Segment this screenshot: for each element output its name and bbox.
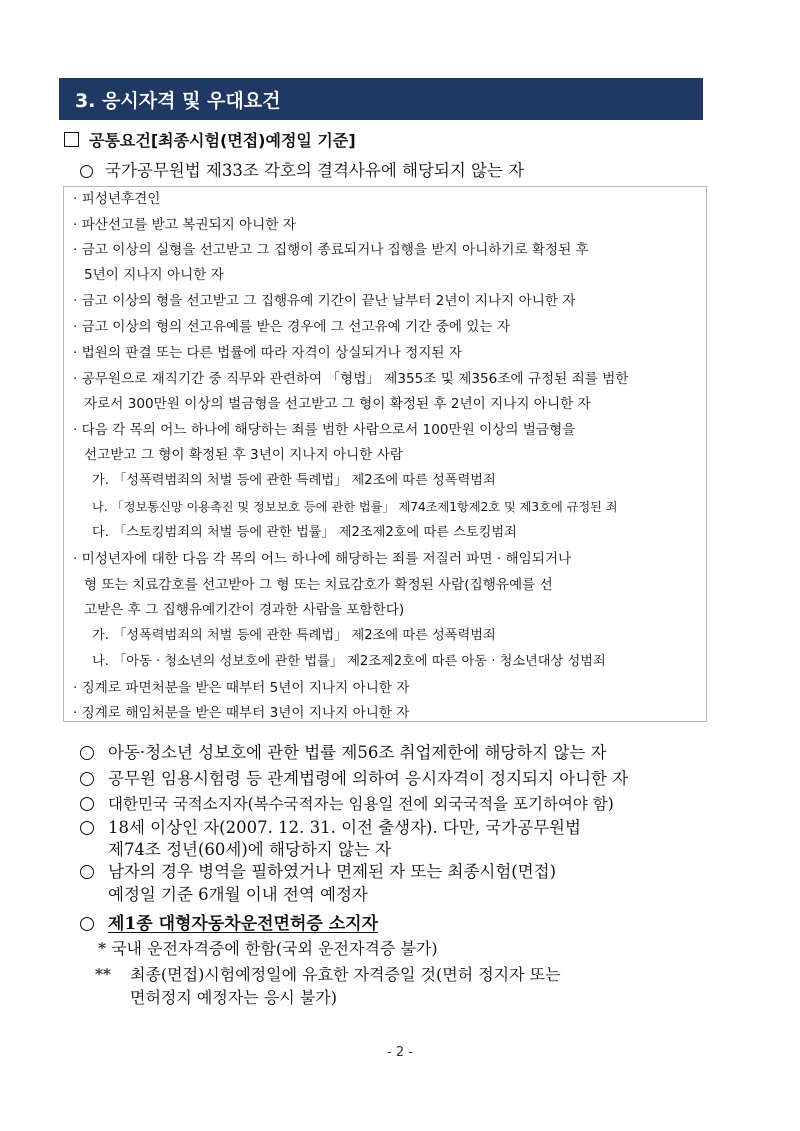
requirement-text: 공무원 임용시험령 등 관계법령에 의하여 응시자격이 정지되지 아니한 자 (108, 769, 629, 788)
box-subline: 나. 「아동 · 청소년의 성보호에 관한 법률」 제2조제2호에 따른 아동 · 청소년대상 성범죄 (92, 654, 606, 669)
circle-bullet-icon (80, 917, 94, 931)
requirement-text: 대한민국 국적소지자(복수국적자는 임용일 전에 외국국적을 포기하여야 함) (108, 795, 614, 813)
requirement-text: 아동·청소년 성보호에 관한 법률 제56조 취업제한에 해당하지 않는 자 (108, 743, 607, 762)
disqualification-heading (80, 160, 524, 182)
box-subline: 나. 「정보통신망 이용촉진 및 정보보호 등에 관한 법률」 제74조제1항제2호 및 제3호에 규정된 죄 (92, 500, 618, 514)
box-line: · 금고 이상의 형의 선고유예를 받은 경우에 그 선고유예 기간 중에 있는 자 (73, 319, 510, 335)
box-line: · 법원의 판결 또는 다른 법률에 따라 자격이 상실되거나 정지된 자 (73, 345, 462, 361)
license-note-1: * 국내 운전자격증에 한함(국외 운전자격증 불가) (98, 939, 438, 958)
box-line: 5년이 지나지 아니한 자 (84, 267, 224, 283)
box-line: · 징계로 해임처분을 받은 때부터 3년이 지나지 아니한 자 (73, 705, 410, 721)
box-line: · 파산선고를 받고 복권되지 아니한 자 (73, 217, 296, 233)
box-subline: 가. 「성폭력범죄의 처벌 등에 관한 특례법」 제2조에 따른 성폭력범죄 (92, 473, 496, 488)
license-note-2-line-1: 최종(면접)시험예정일에 유효한 자격증일 것(면허 정지자 또는 (130, 965, 561, 984)
license-heading: 제1종 대형자동차운전면허증 소지자 (108, 914, 378, 934)
box-line: · 금고 이상의 실형을 선고받고 그 집행이 종료되거나 집행을 받지 아니하기로 확정된 후 (73, 242, 589, 258)
common-title-text: 공통요건[최종시험(면접)예정일 기준] (89, 131, 356, 150)
box-line: · 금고 이상의 형을 선고받고 그 집행유예 기간이 끝난 날부터 2년이 지나지 아니한 자 (73, 293, 576, 309)
circle-bullet-icon (80, 821, 94, 835)
box-line: · 공무원으로 재직기간 중 직무와 관련하여 「형법」 제355조 및 제356조에 규정된 죄를 범한 (73, 371, 629, 387)
section-title: 3. 응시자격 및 우대요건 (75, 89, 281, 112)
box-line: · 미성년자에 대한 다음 각 목의 어느 하나에 해당하는 죄를 저질러 파면 · 해임되거나 (73, 551, 572, 567)
box-subline: 가. 「성폭력범죄의 처벌 등에 관한 특례법」 제2조에 따른 성폭력범죄 (92, 628, 496, 643)
box-line: · 징계로 파면처분을 받은 때부터 5년이 지나지 아니한 자 (73, 680, 410, 696)
box-subline: 다. 「스토킹범죄의 처벌 등에 관한 법률」 제2조제2호에 따른 스토킹범죄 (92, 525, 517, 540)
box-line: 고받은 후 그 집행유예기간이 경과한 사람을 포함한다) (84, 602, 405, 618)
section-header (59, 78, 703, 120)
disqualification-box (63, 186, 707, 722)
circle-bullet-icon (80, 165, 93, 178)
circle-bullet-icon (80, 746, 94, 760)
common-requirements-title (64, 128, 356, 151)
age-line-2: 제74조 정년(60세)에 해당하지 않는 자 (108, 840, 392, 859)
page-number: - 2 - (387, 1045, 413, 1060)
age-line-1: 18세 이상인 자(2007. 12. 31. 이전 출생자). 다만, 국가공무원법 (108, 818, 581, 837)
military-line-1: 남자의 경우 병역을 필하였거나 면제된 자 또는 최종시험(면접) (108, 862, 557, 881)
disqualification-heading-text: 국가공무원법 제33조 각호의 결격사유에 해당되지 않는 자 (105, 161, 525, 180)
circle-bullet-icon (80, 772, 94, 786)
license-note-2-marker: ** (95, 965, 111, 984)
box-line: 선고받고 그 형이 확정된 후 3년이 지나지 아니한 사람 (84, 447, 403, 463)
box-line: 형 또는 치료감호를 선고받아 그 형 또는 치료감호가 확정된 사람(집행유예를 선 (84, 577, 553, 593)
circle-bullet-icon (80, 797, 94, 811)
military-line-2: 예정일 기준 6개월 이내 전역 예정자 (108, 885, 368, 904)
box-line: 자로서 300만원 이상의 벌금형을 선고받고 그 형이 확정된 후 2년이 지나지 아니한 자 (84, 396, 591, 412)
license-note-2-line-2: 면허정지 예정자는 응시 불가) (130, 988, 337, 1007)
circle-bullet-icon (80, 865, 94, 879)
box-line: · 피성년후견인 (73, 191, 161, 207)
checkbox-square-icon (64, 132, 79, 147)
box-line: · 다음 각 목의 어느 하나에 해당하는 죄를 범한 사람으로서 100만원 이상의 벌금형을 (73, 422, 576, 438)
